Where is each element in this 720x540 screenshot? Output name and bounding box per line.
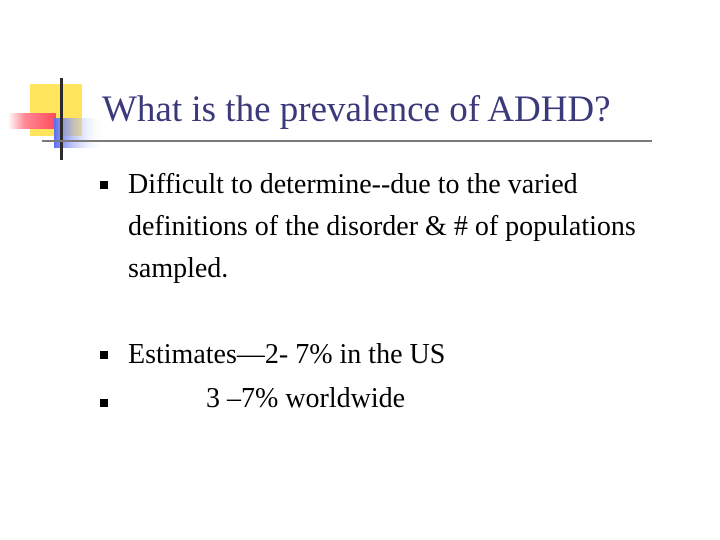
title-divider [42, 140, 652, 142]
bullet-item: Difficult to determine--due to the varied definitions of the disorder & # of populations sampled. [128, 169, 636, 284]
slide-title: What is the prevalence of ADHD? [102, 89, 611, 130]
bullet-marker [100, 351, 108, 359]
slide-decoration [0, 0, 120, 170]
bullet-item: 3 –7% worldwide [206, 383, 406, 414]
bullet-item: Estimates—2- 7% in the US [128, 339, 446, 370]
deco-vertical-line [60, 78, 63, 160]
deco-red-bar [8, 113, 56, 129]
bullet-marker [100, 399, 108, 407]
bullet-marker [100, 181, 108, 189]
